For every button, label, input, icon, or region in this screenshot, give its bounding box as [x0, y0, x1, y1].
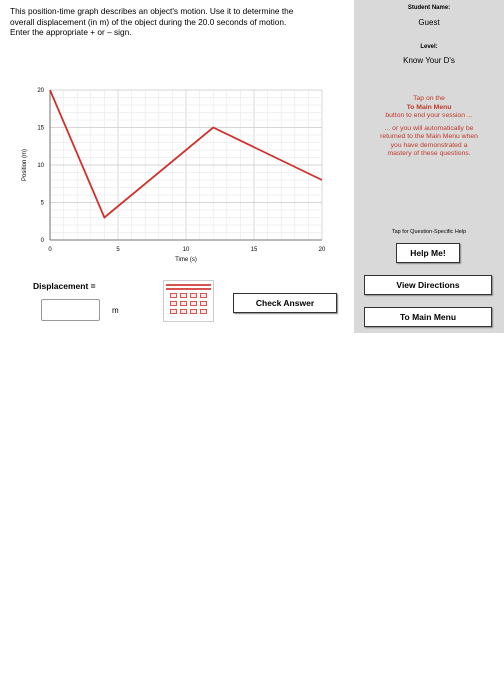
- y-tick-label: 15: [37, 125, 44, 132]
- y-tick-label: 0: [40, 238, 44, 244]
- x-tick-label: 20: [318, 247, 326, 253]
- displacement-input[interactable]: [41, 299, 100, 321]
- unit-label: m: [112, 306, 119, 315]
- y-tick-label: 10: [37, 163, 44, 169]
- note-line: button to end your session ...: [385, 112, 473, 119]
- y-axis-label: Position (m): [22, 148, 28, 182]
- position-time-chart: [10, 80, 340, 270]
- y-tick-label: 5: [40, 200, 44, 207]
- help-tip: Tap for Question-Specific Help: [391, 229, 467, 235]
- note-line: you have demonstrated a: [390, 141, 468, 149]
- keypad-row: [170, 293, 207, 298]
- x-tick-label: 15: [250, 247, 258, 253]
- note-line: ... or you will automatically be: [384, 124, 474, 132]
- check-answer-button[interactable]: Check Answer: [233, 293, 337, 313]
- keypad-row: [170, 309, 207, 314]
- keypad-row: [170, 301, 207, 306]
- level-value: Know Your D's: [403, 56, 455, 65]
- x-tick-label: 5: [116, 247, 120, 253]
- side-panel: [354, 0, 504, 333]
- question-line: Enter the appropriate + or – sign.: [10, 27, 132, 37]
- student-name-value: Guest: [418, 18, 440, 27]
- note-line: returned to the Main Menu when: [380, 133, 478, 140]
- main-menu-button[interactable]: To Main Menu: [364, 307, 492, 327]
- main-menu-note: [358, 95, 500, 159]
- x-axis-label: Time (s): [175, 257, 197, 263]
- displacement-label: Displacement =: [33, 281, 96, 291]
- note-line: Tap on the: [413, 95, 445, 102]
- note-line: mastery of these questions.: [387, 150, 471, 157]
- keypad-icon[interactable]: [163, 280, 214, 322]
- level-label: Level:: [420, 44, 438, 50]
- help-me-button[interactable]: Help Me!: [396, 243, 460, 263]
- keypad-bar: [166, 288, 211, 290]
- x-tick-label: 0: [48, 247, 52, 253]
- keypad-bar: [166, 284, 211, 286]
- y-tick-label: 20: [37, 88, 44, 94]
- question-line: This position-time graph describes an object's motion. Use it to determine the: [10, 6, 294, 16]
- view-directions-button[interactable]: View Directions: [364, 275, 492, 295]
- question-line: overall displacement (in m) of the object during the 20.0 seconds of motion.: [10, 16, 287, 27]
- note-line: To Main Menu: [406, 103, 452, 111]
- student-name-label: Student Name:: [407, 5, 451, 11]
- x-tick-label: 10: [182, 247, 190, 253]
- question-text: [10, 6, 345, 38]
